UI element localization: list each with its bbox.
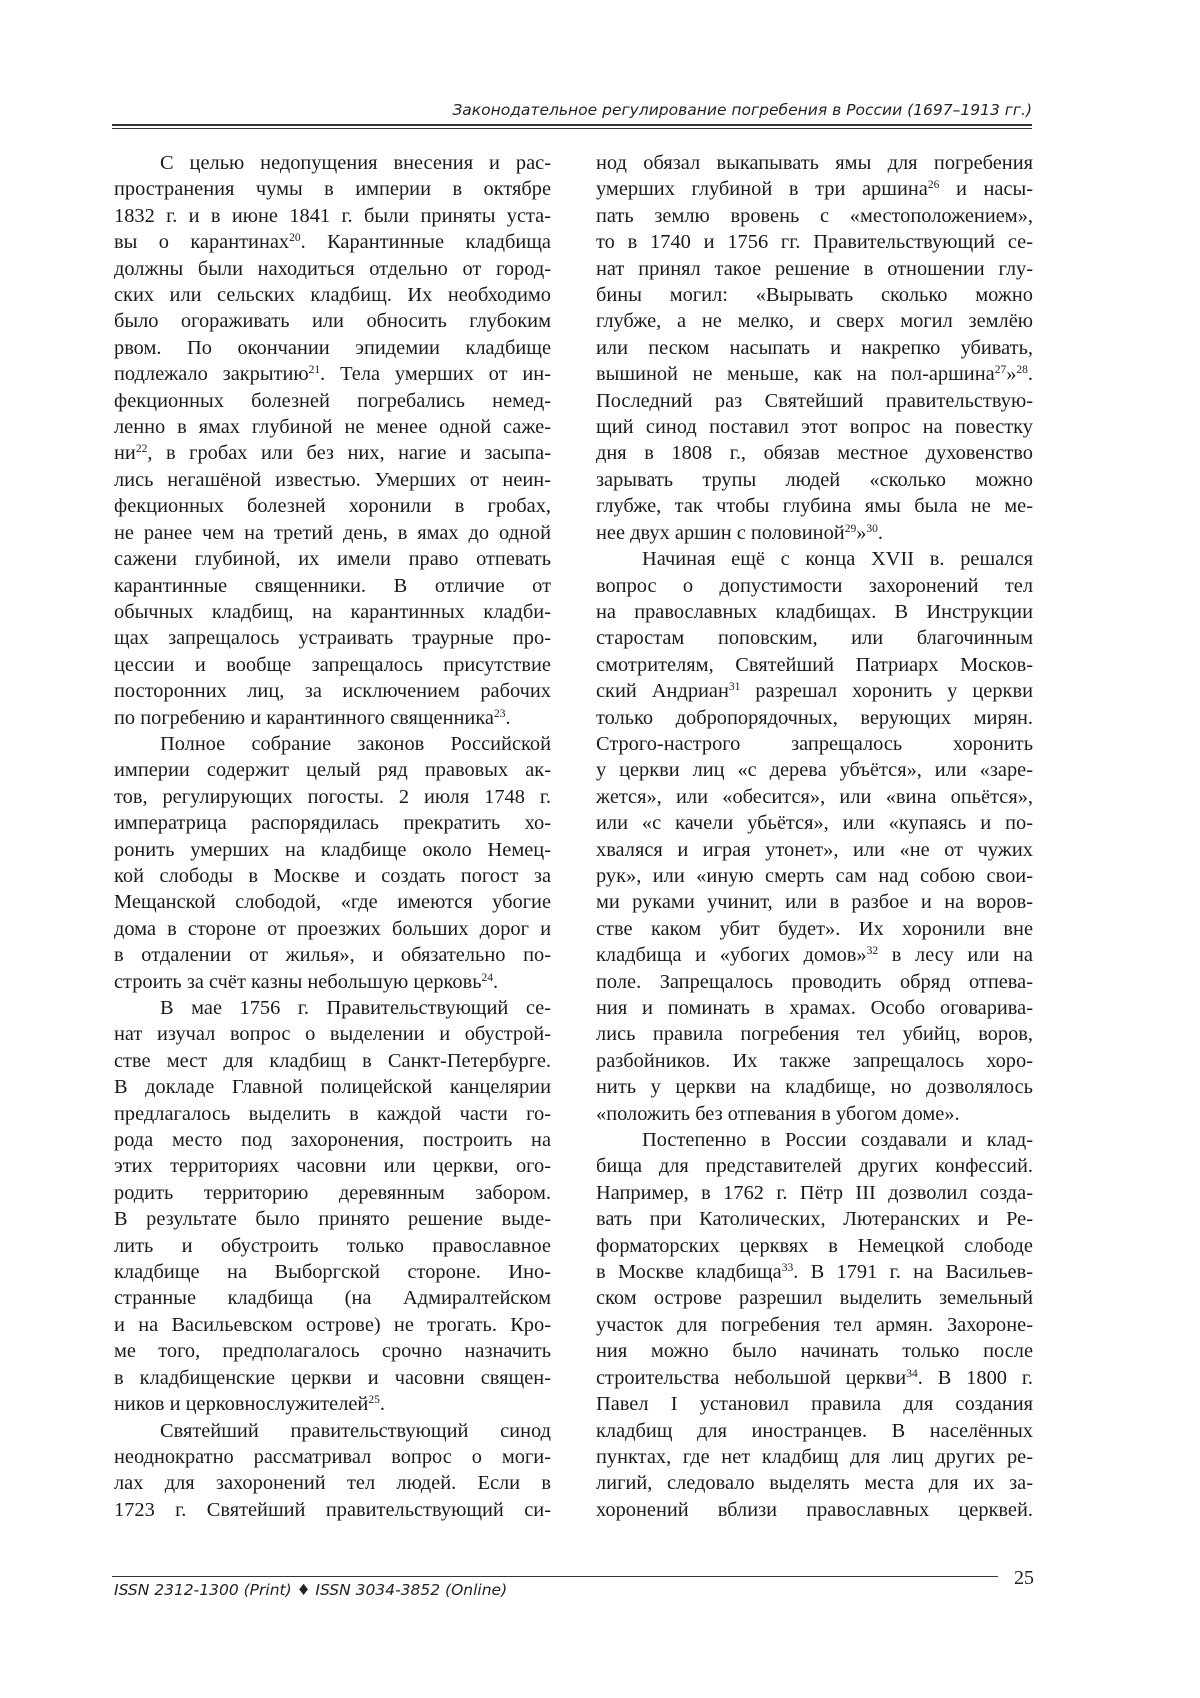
footnote-ref: 24 — [481, 971, 494, 984]
paragraph-may-1756: В мае 1756 г. Правительствующий се- нат изучал вопрос о выделении и обустрой- стве мест для кладбищ в Санкт-Петербурге. В докладе Главной полицейской канцелярии предлагалось выделить в каждой части го- рода место под захоронения, построить на этих территориях часовни или церкви, ого- родить территорию деревянным забором. В результате было принято решение выде- лить и обустроить только православное кладбище на Выборгской стороне. Ино- странные кладбища (на Адмиралтейском и на Васильевском острове) не трогать. Кро- ме того, предполагалось срочно назначить в кладбищенские церкви и часовни священ- ников и церковнослужителей$^{25}$. — [114, 997, 551, 1416]
right-column — [596, 150, 1033, 1523]
footnote-ref: 21 — [308, 364, 321, 377]
issn-line: ISSN 2312-1300 (Print) ♦ ISSN 3034-3852 (Online) — [114, 1581, 508, 1599]
header-rule-thick — [112, 124, 1032, 126]
page-number: 25 — [1014, 1567, 1034, 1589]
paragraph-quarantine: С целью недопущения внесения и рас- пространения чумы в империи в октябре 1832 г. и в июне 1841 г. были приняты уста- вы о карантинах$^{20}$. Карантинные кладбища должны были находиться отдельно от город- ских или сельских кладбищ. Их необходимо было огораживать или обносить глубоким рвом. По окончании эпидемии кладбище подлежало закрытию$^{21}$. Тела умерших от ин- фекционных болезней погребались немед- ленно в ямах глубиной не менее одной саже- $ни^{22}$, в гробах или без них, нагие и засыпа- лись негашёной известью. Умерших от неин- фекционных болезней хоронили в гробах, не ранее чем на третий день, в ямах до одной сажени глубиной, их имели право отпевать карантинные священники. В отличие от обычных кладбищ, на карантинных кладби- щах запрещалось устраивать траурные про- цессии и вообще запрещалось присутствие посторонних лиц, за исключением рабочих по погребению и карантинного священника$^{23}$. — [114, 152, 551, 729]
paragraph-synod: Святейший правительствующий синод неоднократно рассматривал вопрос о моги- лах для захоронений тел людей. Если в 1723 г. Святейший правительствующий си- — [114, 1419, 551, 1521]
footnote-ref: 31 — [728, 681, 741, 694]
paragraph-xvii-century: Начиная ещё с конца XVII в. решался вопрос о допустимости захоронений тел на православных кладбищах. В Инструкции старостам поповским, или благочинным смотрителям, Святейший Патриарх Москов- ский Андриан$^{31}$ разрешал хоронить у церкви только добропорядочных, верующих мирян. Строго-настрого запрещалось хоронить у церкви лиц «с дерева убъётся», или «заре- жется», или «обесится», или «вина опьётся», или «с качели убьётся», или «купаясь и по- хваляся и играя утонет», или «не от чужих рук», или «иную смерть сам над собою свои- ми руками учинит, или в разбое и на воров- стве каком убит будет». Их хоронили вне кладбища и «убогих домов»$^{32}$ в лесу или на поле. Запрещалось проводить обряд отпева- ния и поминать в храмах. Особо оговарива- лись правила погребения тел убийц, воров, разбойников. Их также запрещалось хоро- нить у церкви на кладбище, но дозволялось «положить без отпевания в убогом доме». — [596, 548, 1033, 1125]
left-column — [114, 150, 551, 1523]
paragraph-polnoe-sobranie: Полное собрание законов Российской империи содержит целый ряд правовых ак- тов, регулирующих погосты. 2 июля 1748 г. императрица распорядилась прекратить хо- ронить умерших на кладбище около Немец- кой слободы в Москве и создать погост за Мещанской слободой, «где имеются убогие дома в стороне от проезжих больших дорог и в отдалении от жилья», и обязательно по- строить за счёт казны небольшую церковь$^{24}$. — [114, 732, 551, 993]
paragraph-synod-continued: нод обязал выкапывать ямы для погребения умерших глубиной в три аршина$^{26}$ и насы- пать землю вровень с «местоположением», то в 1740 и 1756 гг. Правительствующий се- нат принял такое решение в отношении глу- бины могил: «Вырывать сколько можно глубже, а не мелко, и сверх могил землёю или песком насыпать и накрепко убивать, вышиной не меньше, как на пол-аршина$^{27}$»$^{28}$. Последний раз Святейший правительствую- щий синод поставил этот вопрос на повестку дня в 1808 г., обязав местное духовенство зарывать трупы людей «сколько можно глубже, так чтобы глубина ямы была не ме- нее двух аршин с половиной$^{29}$»$^{30}$. — [596, 152, 1033, 544]
running-title: Законодательное регулирование погребения в России (1697–1913 гг.) — [452, 101, 1032, 119]
footnote-ref: 27 — [994, 364, 1007, 377]
footnote-ref: 30 — [866, 522, 878, 535]
footnote-ref: 25 — [368, 1394, 380, 1407]
footnote-ref: 33 — [781, 1262, 794, 1275]
footnote-ref: 32 — [866, 945, 879, 958]
header-rule-thin — [112, 128, 1032, 129]
footer-rule — [112, 1576, 998, 1577]
footnote-ref: 22 — [135, 443, 148, 456]
footnote-ref: 34 — [906, 1367, 918, 1380]
paragraph-other-confessions: Постепенно в России создавали и клад- бища для представителей других конфессий. Например, в 1762 г. Пётр III дозволил созда- вать при Католических, Лютеранских и Ре- форматорских церквях в Немецкой слободе в Москве кладбища$^{33}$. В 1791 г. на Васильев- ском острове разрешил выделить земельный участок для погребения тел армян. Захороне- ния можно было начинать только после строительства небольшой церкви$^{34}$. В 1800 г. Павел I установил правила для создания кладбищ для иностранцев. В населённых пунктах, где нет кладбищ для лиц других ре- лигий, следовало выделять места для их за- хоронений вблизи православных церквей. — [596, 1129, 1034, 1521]
footnote-ref: 23 — [493, 707, 506, 720]
footnote-ref: 26 — [927, 179, 940, 192]
footnote-ref: 29 — [844, 522, 857, 535]
footnote-ref: 20 — [289, 232, 301, 245]
footnote-ref: 28 — [1016, 364, 1028, 377]
